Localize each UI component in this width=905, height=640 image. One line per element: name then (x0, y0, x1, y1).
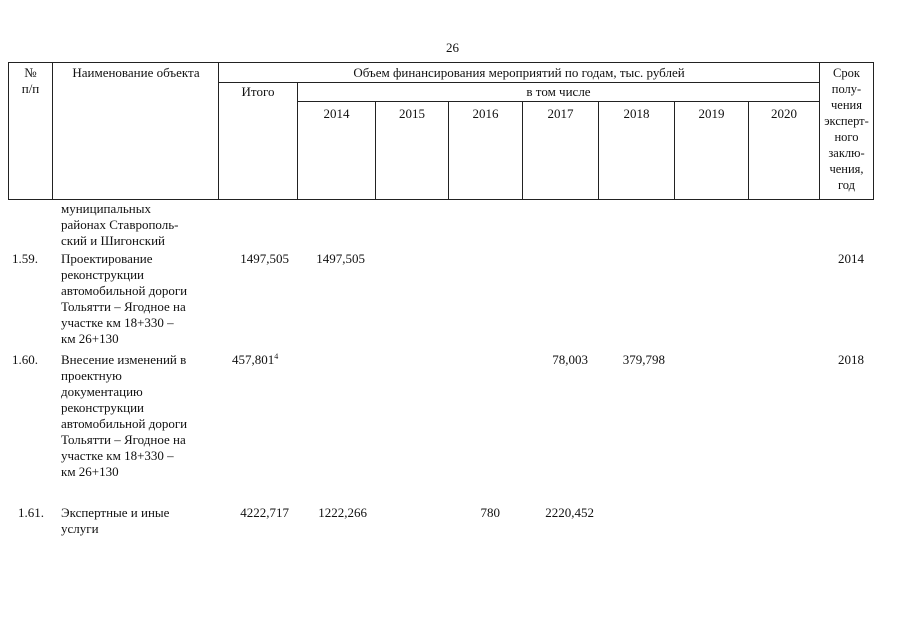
row-total: 4222,717 (240, 505, 289, 520)
header-year-2017: 2017 (547, 106, 574, 121)
row-term: 2014 (838, 251, 864, 266)
row-2014: 1497,505 (316, 251, 365, 266)
row-number: 1.60. (12, 352, 38, 367)
continuation-text: муниципальных районах Ставрополь- ский и Шигонский (61, 201, 179, 248)
header-year-2015: 2015 (399, 106, 425, 121)
header-year-2016: 2016 (472, 106, 499, 121)
row-2017: 2220,452 (545, 505, 594, 520)
row-2018: 379,798 (622, 352, 665, 367)
row-term: 2018 (838, 352, 864, 367)
row-2016: 780 (480, 505, 500, 520)
row-2017: 78,003 (552, 352, 588, 367)
header-year-2018: 2018 (623, 106, 650, 121)
row-2014: 1222,266 (318, 505, 367, 520)
row-total: 457,801$^4$ (232, 352, 279, 367)
header-including: в том числе (526, 84, 591, 99)
row-name: Внесение изменений в проектную документацию реконструкции автомобильной дороги Тольятти – Ягодное на участке км 18+330 – км 26+130 (61, 352, 188, 479)
page-number: 26 (446, 40, 459, 55)
row-name: Проектирование реконструкции автомобильной дороги Тольятти – Ягодное на участке км 18+330 – км 26+130 (61, 251, 188, 346)
header-total: Итого (241, 84, 275, 99)
header-year-2014: 2014 (323, 106, 350, 121)
header-term: Срок полу- чения эксперт- ного заклю- чения, год (824, 66, 869, 192)
row-number: 1.61. (18, 505, 44, 520)
header-no: № п/п (21, 65, 40, 96)
header-year-2020: 2020 (771, 106, 797, 121)
header-year-2019: 2019 (698, 106, 725, 121)
table-header (8, 62, 874, 199)
row-total: 1497,505 (240, 251, 289, 266)
footnote-mark: 4 (274, 352, 279, 361)
row-number: 1.59. (12, 251, 38, 266)
row-name: Экспертные и иные услуги (61, 505, 170, 536)
header-name: Наименование объекта (72, 65, 200, 80)
header-funding: Объем финансирования мероприятий по годам, тыс. рублей (353, 65, 685, 80)
